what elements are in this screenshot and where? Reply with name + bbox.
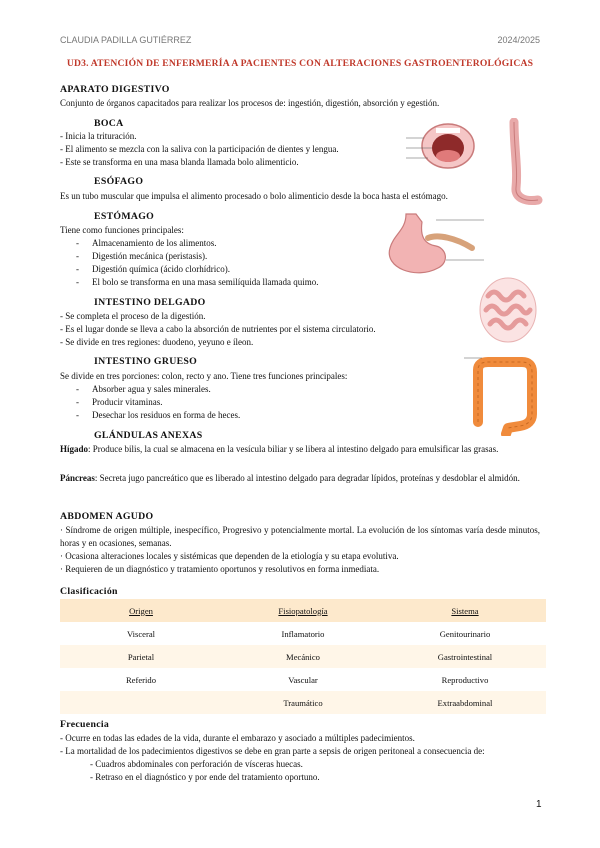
abdomen-list bbox=[60, 524, 540, 576]
frecuencia-subline: - Retraso en el diagnóstico y por ende del tratamiento oportuno. bbox=[90, 772, 320, 782]
table-header-cell: Sistema bbox=[384, 599, 546, 622]
estomago-intro: Tiene como funciones principales: bbox=[60, 225, 184, 235]
pancreas-label: Páncreas bbox=[60, 473, 95, 483]
delgado-line: - Se completa el proceso de la digestión. bbox=[60, 311, 206, 321]
stomach-illustration bbox=[376, 208, 488, 282]
table-cell: Visceral bbox=[126, 628, 156, 639]
page-number: 1 bbox=[536, 799, 542, 810]
table-cell: Gastrointestinal bbox=[384, 645, 546, 668]
grueso-item: - Absorber agua y sales minerales. bbox=[76, 383, 376, 396]
heading-clasificacion: Clasificación bbox=[60, 586, 118, 597]
estomago-item: - Digestión química (ácido clorhídrico). bbox=[76, 263, 376, 276]
header-author: CLAUDIA PADILLA GUTIÉRREZ bbox=[60, 35, 192, 45]
heading-boca: BOCA bbox=[94, 118, 124, 129]
table-row bbox=[60, 645, 546, 668]
delgado-line: - Se divide en tres regiones: duodeno, yeyuno e íleon. bbox=[60, 337, 254, 347]
table-header-row bbox=[60, 599, 546, 622]
table-row bbox=[60, 668, 546, 691]
header-year: 2024/2025 bbox=[497, 35, 540, 45]
mouth-illustration bbox=[404, 118, 484, 176]
table-cell: Genitourinario bbox=[439, 628, 491, 639]
higado-text: : Produce bilis, la cual se almacena en la vesícula biliar y se libera al intestino delgado para emulsificar las grasas. bbox=[88, 444, 499, 454]
table-cell: Vascular bbox=[288, 674, 318, 685]
classification-table bbox=[60, 599, 546, 714]
table-header-cell: Origen bbox=[60, 599, 222, 622]
heading-glandulas: GLÁNDULAS ANEXAS bbox=[94, 430, 203, 441]
boca-list bbox=[60, 130, 420, 169]
table-cell: Mecánico bbox=[222, 645, 384, 668]
abdomen-line: · Síndrome de origen múltiple, inespecífico, Progresivo y potencialmente mortal. La evolución de los síntomas varía desde minutos, horas y en ocasiones, semanas. bbox=[60, 525, 540, 548]
delgado-list bbox=[60, 310, 480, 349]
higado-label: Hígado bbox=[60, 444, 89, 454]
table-cell bbox=[60, 691, 222, 714]
heading-abdomen-agudo: ABDOMEN AGUDO bbox=[60, 511, 154, 522]
table-cell: Extraabdominal bbox=[384, 691, 546, 714]
table-cell: Inflamatorio bbox=[281, 628, 325, 639]
estomago-item: - El bolo se transforma en una masa semilíquida llamada quimo. bbox=[76, 276, 376, 289]
table-row bbox=[60, 622, 546, 645]
table-cell: Referido bbox=[125, 674, 157, 685]
estomago-list bbox=[76, 237, 376, 289]
large-intestine-illustration bbox=[462, 352, 546, 436]
estomago-item: - Digestión mecánica (peristasis). bbox=[76, 250, 376, 263]
grueso-intro: Se divide en tres porciones: colon, recto y ano. Tiene tres funciones principales: bbox=[60, 371, 348, 381]
grueso-item: - Desechar los residuos en forma de heces. bbox=[76, 409, 376, 422]
small-intestine-illustration bbox=[474, 266, 544, 352]
abdomen-line: · Requieren de un diagnóstico y tratamiento oportunos y resolutivos en forma inmediata. bbox=[60, 564, 380, 574]
grueso-item: - Producir vitaminas. bbox=[76, 396, 376, 409]
estomago-item: - Almacenamiento de los alimentos. bbox=[76, 237, 376, 250]
pancreas-text: : Secreta jugo pancreático que es liberado al intestino delgado para degradar lípidos, proteínas y desdoblar el almidón. bbox=[94, 473, 520, 483]
esofago-text: Es un tubo muscular que impulsa el alimento procesado o bolo alimenticio desde la boca hasta el estómago. bbox=[60, 191, 448, 201]
delgado-line: - Es el lugar donde se lleva a cabo la absorción de nutrientes por el sistema circulatorio. bbox=[60, 324, 376, 334]
table-cell: Reproductivo bbox=[441, 674, 489, 685]
heading-intestino-grueso: INTESTINO GRUESO bbox=[94, 356, 198, 367]
grueso-list bbox=[76, 383, 376, 422]
frecuencia-subline: - Cuadros abdominales con perforación de vísceras huecas. bbox=[90, 759, 303, 769]
boca-line: - El alimento se mezcla con la saliva con la participación de dientes y lengua. bbox=[60, 144, 339, 154]
frecuencia-line: - Ocurre en todas las edades de la vida, durante el embarazo y asociado a múltiples padecimientos. bbox=[60, 733, 415, 743]
table-header-cell: Fisiopatología bbox=[222, 599, 384, 622]
abdomen-line: · Ocasiona alteraciones locales y sistémicas que dependen de la etiología y su etapa evolutiva. bbox=[60, 551, 399, 561]
table-cell: Parietal bbox=[60, 645, 222, 668]
esophagus-illustration bbox=[500, 118, 544, 206]
heading-intestino-delgado: INTESTINO DELGADO bbox=[94, 297, 206, 308]
aparato-intro: Conjunto de órganos capacitados para realizar los procesos de: ingestión, digestión, absorción y egestión. bbox=[60, 98, 440, 108]
table-cell: Traumático bbox=[222, 691, 384, 714]
boca-line: - Este se transforma en una masa blanda llamada bolo alimenticio. bbox=[60, 157, 299, 167]
heading-esofago: ESÓFAGO bbox=[94, 176, 144, 187]
boca-line: - Inicia la trituración. bbox=[60, 131, 137, 141]
document-title: UD3. ATENCIÓN DE ENFERMERÍA A PACIENTES CON ALTERACIONES GASTROENTEROLÓGICAS bbox=[66, 58, 534, 69]
frecuencia-list bbox=[60, 732, 540, 784]
higado-paragraph bbox=[60, 443, 540, 456]
pancreas-paragraph bbox=[60, 472, 540, 485]
heading-estomago: ESTÓMAGO bbox=[94, 211, 155, 222]
heading-aparato: APARATO DIGESTIVO bbox=[60, 84, 170, 95]
frecuencia-line: - La mortalidad de los padecimientos digestivos se debe en gran parte a sepsis de origen peritoneal a consecuencia de: bbox=[60, 746, 485, 756]
heading-frecuencia: Frecuencia bbox=[60, 719, 110, 730]
table-row bbox=[60, 691, 546, 714]
